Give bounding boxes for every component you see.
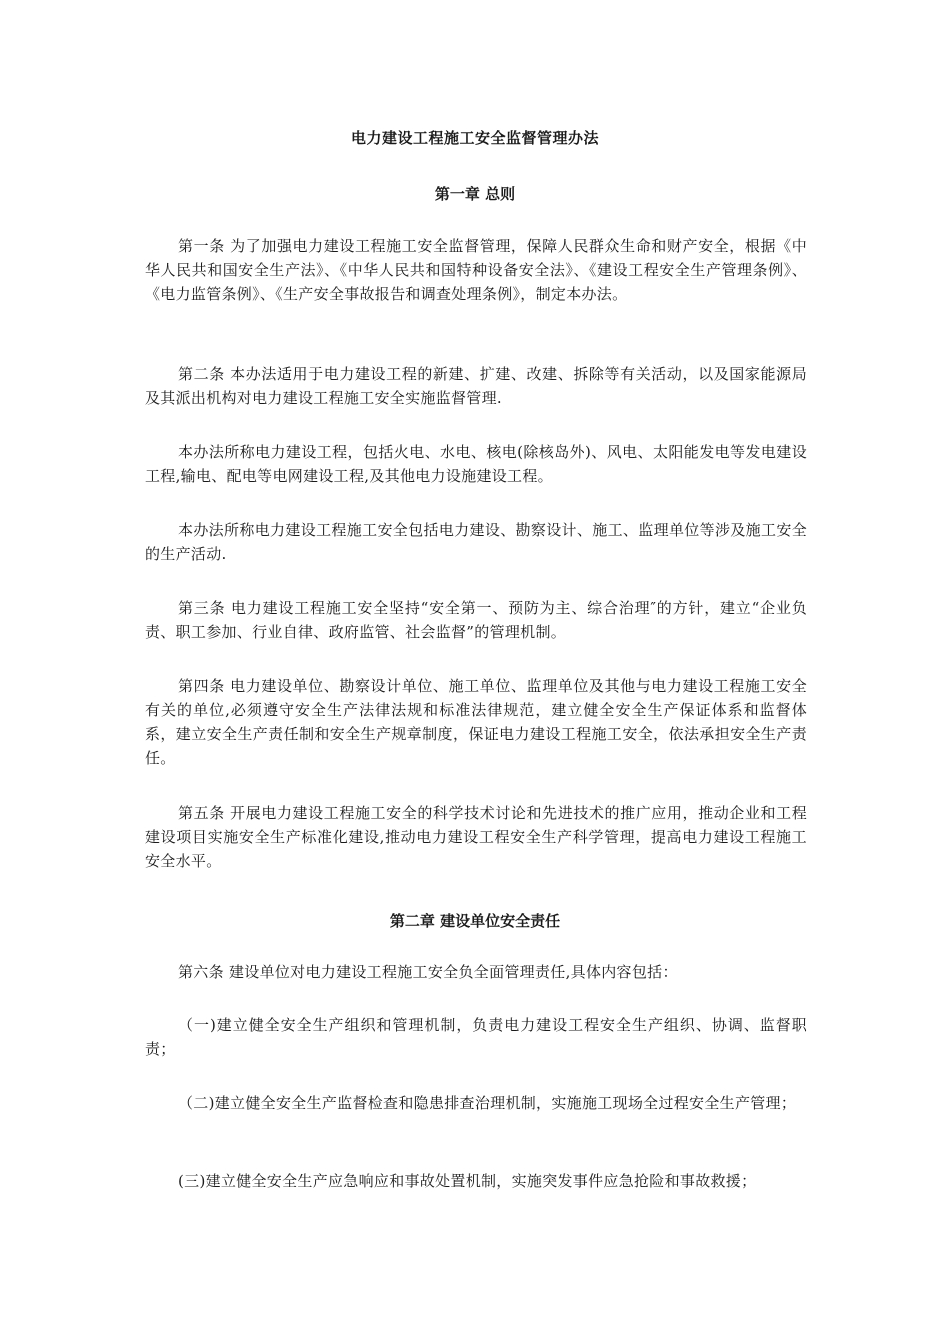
chapter-1-heading: 第一章 总则: [434, 185, 516, 203]
item-3-paragraph: (三)建立健全安全生产应急响应和事故处置机制，实施突发事件应急抢险和事故救援；: [178, 1172, 757, 1190]
article-4-paragraph: 第四条 电力建设单位、勘察设计单位、施工单位、监理单位及其他与电力建设工程施工安全有关的单位,必须遵守安全生产法律法规和标准法律规范，建立健全安全生产保证体系和监督体系，建立安全生产责任制和安全生产规章制度，保证电力建设工程施工安全，依法承担安全生产责任。: [145, 677, 807, 767]
article-6-paragraph: 第六条 建设单位对电力建设工程施工安全负全面管理责任,具体内容包括：: [178, 963, 678, 981]
article-3-paragraph: 第三条 电力建设工程施工安全坚持“安全第一、预防为主、综合治理″的方针，建立“企业负责、职工参加、行业自律、政府监管、社会监督”的管理机制。: [145, 599, 807, 641]
scope-definition-paragraph: 本办法所称电力建设工程，包括火电、水电、核电(除核岛外)、风电、太阳能发电等发电建设工程,输电、配电等电网建设工程,及其他电力设施建设工程。: [145, 443, 807, 485]
article-5-paragraph: 第五条 开展电力建设工程施工安全的科学技术讨论和先进技术的推广应用，推动企业和工程建设项目实施安全生产标准化建设,推动电力建设工程安全生产科学管理，提高电力建设工程施工安全水平。: [145, 804, 807, 870]
chapter-2-heading: 第二章 建设单位安全责任: [389, 912, 561, 930]
article-1-paragraph: 第一条 为了加强电力建设工程施工安全监督管理，保障人民群众生命和财产安全，根据《中华人民共和国安全生产法》、《中华人民共和国特种设备安全法》、《建设工程安全生产管理条例》、《电力监管条例》、《生产安全事故报告和调查处理条例》，制定本办法。: [145, 237, 807, 303]
item-2-paragraph: （二)建立健全安全生产监督检查和隐患排查治理机制，实施施工现场全过程安全生产管理；: [178, 1094, 797, 1112]
item-1-paragraph: （一)建立健全安全生产组织和管理机制，负责电力建设工程安全生产组织、协调、监督职责；: [145, 1016, 807, 1058]
article-2-paragraph: 第二条 本办法适用于电力建设工程的新建、扩建、改建、拆除等有关活动，以及国家能源局及其派出机构对电力建设工程施工安全实施监督管理.: [145, 365, 807, 407]
document-title: 电力建设工程施工安全监督管理办法: [350, 129, 599, 147]
safety-scope-paragraph: 本办法所称电力建设工程施工安全包括电力建设、勘察设计、施工、监理单位等涉及施工安全的生产活动.: [145, 521, 807, 563]
